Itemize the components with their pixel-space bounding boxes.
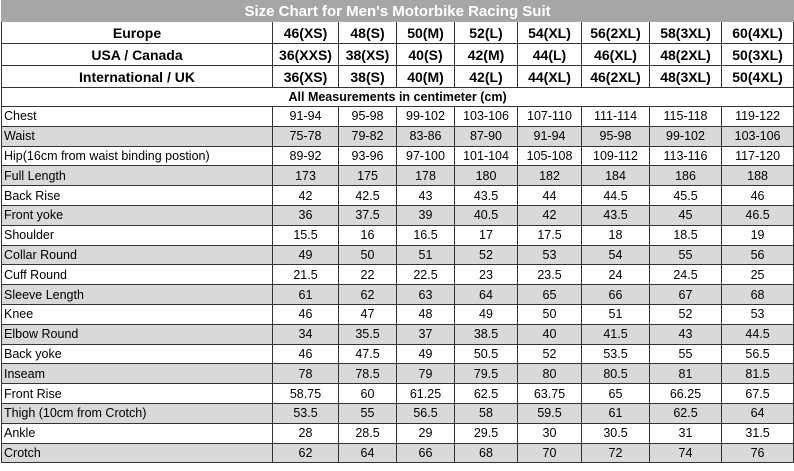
measurement-unit-note: All Measurements in centimeter (cm)	[2, 88, 794, 107]
cell-value: 44(L)	[518, 44, 582, 66]
cell-value: 43.5	[582, 205, 650, 225]
cell-value: 67	[650, 285, 722, 305]
cell-value: 30.5	[582, 423, 650, 443]
row-label: Crotch	[2, 443, 273, 463]
row-label: Europe	[2, 22, 273, 44]
measurement-row	[2, 443, 794, 463]
row-label: Front Rise	[2, 384, 273, 404]
cell-value: 62.5	[650, 403, 722, 423]
cell-value: 68	[722, 285, 794, 305]
cell-value: 54(XL)	[518, 22, 582, 44]
cell-value: 28	[273, 423, 339, 443]
cell-value: 64	[339, 443, 397, 463]
cell-value: 184	[582, 166, 650, 186]
measurement-row	[2, 186, 794, 206]
cell-value: 38(XS)	[339, 44, 397, 66]
cell-value: 66	[397, 443, 455, 463]
cell-value: 37	[397, 324, 455, 344]
cell-value: 56.5	[722, 344, 794, 364]
cell-value: 58	[455, 403, 518, 423]
cell-value: 99-102	[397, 107, 455, 127]
row-label: Knee	[2, 304, 273, 324]
cell-value: 53	[722, 304, 794, 324]
cell-value: 41.5	[582, 324, 650, 344]
cell-value: 107-110	[518, 107, 582, 127]
size-row	[2, 22, 794, 44]
cell-value: 59.5	[518, 403, 582, 423]
cell-value: 186	[650, 166, 722, 186]
cell-value: 61	[273, 285, 339, 305]
cell-value: 46	[273, 344, 339, 364]
measurement-row	[2, 265, 794, 285]
measurement-row	[2, 384, 794, 404]
cell-value: 53.5	[273, 403, 339, 423]
note-row	[2, 88, 794, 107]
cell-value: 74	[650, 443, 722, 463]
cell-value: 21.5	[273, 265, 339, 285]
cell-value: 75-78	[273, 126, 339, 146]
cell-value: 38.5	[455, 324, 518, 344]
cell-value: 66.25	[650, 384, 722, 404]
cell-value: 36(XS)	[273, 66, 339, 88]
cell-value: 45	[650, 205, 722, 225]
measurement-row	[2, 324, 794, 344]
cell-value: 62	[339, 285, 397, 305]
row-label: Collar Round	[2, 245, 273, 265]
cell-value: 65	[582, 384, 650, 404]
cell-value: 38(S)	[339, 66, 397, 88]
measurement-row	[2, 225, 794, 245]
cell-value: 44(XL)	[518, 66, 582, 88]
cell-value: 44.5	[582, 186, 650, 206]
cell-value: 42(L)	[455, 66, 518, 88]
cell-value: 66	[582, 285, 650, 305]
cell-value: 87-90	[455, 126, 518, 146]
row-label: Front yoke	[2, 205, 273, 225]
cell-value: 180	[455, 166, 518, 186]
cell-value: 47.5	[339, 344, 397, 364]
cell-value: 80.5	[582, 364, 650, 384]
cell-value: 42.5	[339, 186, 397, 206]
measurement-row	[2, 285, 794, 305]
cell-value: 55	[650, 245, 722, 265]
row-label: Hip(16cm from waist binding postion)	[2, 146, 273, 166]
cell-value: 30	[518, 423, 582, 443]
cell-value: 79.5	[455, 364, 518, 384]
cell-value: 64	[455, 285, 518, 305]
cell-value: 36	[273, 205, 339, 225]
row-label: Cuff Round	[2, 265, 273, 285]
measurement-row	[2, 304, 794, 324]
cell-value: 40	[518, 324, 582, 344]
cell-value: 31	[650, 423, 722, 443]
cell-value: 24	[582, 265, 650, 285]
cell-value: 48(2XL)	[650, 44, 722, 66]
cell-value: 178	[397, 166, 455, 186]
cell-value: 63.75	[518, 384, 582, 404]
cell-value: 95-98	[339, 107, 397, 127]
measurement-row	[2, 403, 794, 423]
cell-value: 103-106	[722, 126, 794, 146]
cell-value: 182	[518, 166, 582, 186]
measurement-row	[2, 245, 794, 265]
cell-value: 65	[518, 285, 582, 305]
cell-value: 56	[722, 245, 794, 265]
cell-value: 28.5	[339, 423, 397, 443]
cell-value: 55	[339, 403, 397, 423]
cell-value: 42(M)	[455, 44, 518, 66]
cell-value: 81	[650, 364, 722, 384]
cell-value: 60(4XL)	[722, 22, 794, 44]
size-row	[2, 44, 794, 66]
cell-value: 42	[273, 186, 339, 206]
row-label: Sleeve Length	[2, 285, 273, 305]
cell-value: 56.5	[397, 403, 455, 423]
cell-value: 22.5	[397, 265, 455, 285]
measurement-row	[2, 423, 794, 443]
measurement-row	[2, 107, 794, 127]
cell-value: 52	[455, 245, 518, 265]
cell-value: 50.5	[455, 344, 518, 364]
row-label: Chest	[2, 107, 273, 127]
cell-value: 49	[455, 304, 518, 324]
cell-value: 78	[273, 364, 339, 384]
cell-value: 52	[518, 344, 582, 364]
cell-value: 18	[582, 225, 650, 245]
cell-value: 46	[722, 186, 794, 206]
cell-value: 15.5	[273, 225, 339, 245]
cell-value: 54	[582, 245, 650, 265]
cell-value: 29.5	[455, 423, 518, 443]
cell-value: 109-112	[582, 146, 650, 166]
cell-value: 17	[455, 225, 518, 245]
cell-value: 56(2XL)	[582, 22, 650, 44]
cell-value: 89-92	[273, 146, 339, 166]
cell-value: 52	[650, 304, 722, 324]
cell-value: 52(L)	[455, 22, 518, 44]
cell-value: 24.5	[650, 265, 722, 285]
cell-value: 46(XS)	[273, 22, 339, 44]
cell-value: 19	[722, 225, 794, 245]
cell-value: 29	[397, 423, 455, 443]
cell-value: 80	[518, 364, 582, 384]
cell-value: 64	[722, 403, 794, 423]
cell-value: 58(3XL)	[650, 22, 722, 44]
cell-value: 79	[397, 364, 455, 384]
cell-value: 44	[518, 186, 582, 206]
cell-value: 101-104	[455, 146, 518, 166]
cell-value: 61.25	[397, 384, 455, 404]
cell-value: 76	[722, 443, 794, 463]
cell-value: 175	[339, 166, 397, 186]
cell-value: 99-102	[650, 126, 722, 146]
size-row	[2, 66, 794, 88]
row-label: USA / Canada	[2, 44, 273, 66]
cell-value: 50(3XL)	[722, 44, 794, 66]
cell-value: 61	[582, 403, 650, 423]
cell-value: 48	[397, 304, 455, 324]
row-label: Inseam	[2, 364, 273, 384]
cell-value: 36(XXS)	[273, 44, 339, 66]
cell-value: 51	[582, 304, 650, 324]
row-label: Thigh (10cm from Crotch)	[2, 403, 273, 423]
cell-value: 40(M)	[397, 66, 455, 88]
measurement-row	[2, 205, 794, 225]
cell-value: 62.5	[455, 384, 518, 404]
cell-value: 58.75	[273, 384, 339, 404]
cell-value: 60	[339, 384, 397, 404]
cell-value: 72	[582, 443, 650, 463]
row-label: Back Rise	[2, 186, 273, 206]
cell-value: 81.5	[722, 364, 794, 384]
cell-value: 62	[273, 443, 339, 463]
cell-value: 70	[518, 443, 582, 463]
row-label: Elbow Round	[2, 324, 273, 344]
cell-value: 50(M)	[397, 22, 455, 44]
cell-value: 55	[650, 344, 722, 364]
cell-value: 49	[273, 245, 339, 265]
cell-value: 105-108	[518, 146, 582, 166]
cell-value: 188	[722, 166, 794, 186]
measurement-row	[2, 126, 794, 146]
cell-value: 50	[339, 245, 397, 265]
cell-value: 44.5	[722, 324, 794, 344]
cell-value: 115-118	[650, 107, 722, 127]
cell-value: 47	[339, 304, 397, 324]
cell-value: 91-94	[518, 126, 582, 146]
cell-value: 111-114	[582, 107, 650, 127]
size-chart-table	[1, 0, 794, 463]
row-label: Full Length	[2, 166, 273, 186]
chart-title: Size Chart for Men's Motorbike Racing Suit	[2, 1, 794, 22]
measurement-row	[2, 364, 794, 384]
measurement-row	[2, 146, 794, 166]
cell-value: 34	[273, 324, 339, 344]
cell-value: 23.5	[518, 265, 582, 285]
cell-value: 43	[650, 324, 722, 344]
row-label: Ankle	[2, 423, 273, 443]
cell-value: 91-94	[273, 107, 339, 127]
cell-value: 53.5	[582, 344, 650, 364]
cell-value: 31.5	[722, 423, 794, 443]
row-label: Waist	[2, 126, 273, 146]
cell-value: 49	[397, 344, 455, 364]
cell-value: 37.5	[339, 205, 397, 225]
cell-value: 50(4XL)	[722, 66, 794, 88]
cell-value: 18.5	[650, 225, 722, 245]
cell-value: 48(S)	[339, 22, 397, 44]
cell-value: 93-96	[339, 146, 397, 166]
cell-value: 35.5	[339, 324, 397, 344]
measurement-row	[2, 344, 794, 364]
cell-value: 51	[397, 245, 455, 265]
cell-value: 50	[518, 304, 582, 324]
cell-value: 67.5	[722, 384, 794, 404]
cell-value: 42	[518, 205, 582, 225]
measurement-row	[2, 166, 794, 186]
cell-value: 40.5	[455, 205, 518, 225]
cell-value: 46.5	[722, 205, 794, 225]
cell-value: 46(XL)	[582, 44, 650, 66]
cell-value: 53	[518, 245, 582, 265]
row-label: Back yoke	[2, 344, 273, 364]
cell-value: 43.5	[455, 186, 518, 206]
cell-value: 46	[273, 304, 339, 324]
cell-value: 83-86	[397, 126, 455, 146]
cell-value: 68	[455, 443, 518, 463]
cell-value: 22	[339, 265, 397, 285]
cell-value: 43	[397, 186, 455, 206]
cell-value: 16	[339, 225, 397, 245]
row-label: Shoulder	[2, 225, 273, 245]
cell-value: 113-116	[650, 146, 722, 166]
cell-value: 78.5	[339, 364, 397, 384]
cell-value: 97-100	[397, 146, 455, 166]
title-row	[2, 1, 794, 22]
cell-value: 25	[722, 265, 794, 285]
cell-value: 173	[273, 166, 339, 186]
cell-value: 95-98	[582, 126, 650, 146]
cell-value: 17.5	[518, 225, 582, 245]
cell-value: 23	[455, 265, 518, 285]
cell-value: 79-82	[339, 126, 397, 146]
cell-value: 63	[397, 285, 455, 305]
cell-value: 39	[397, 205, 455, 225]
cell-value: 117-120	[722, 146, 794, 166]
cell-value: 46(2XL)	[582, 66, 650, 88]
cell-value: 119-122	[722, 107, 794, 127]
cell-value: 40(S)	[397, 44, 455, 66]
cell-value: 103-106	[455, 107, 518, 127]
cell-value: 48(3XL)	[650, 66, 722, 88]
cell-value: 16.5	[397, 225, 455, 245]
row-label: International / UK	[2, 66, 273, 88]
cell-value: 45.5	[650, 186, 722, 206]
